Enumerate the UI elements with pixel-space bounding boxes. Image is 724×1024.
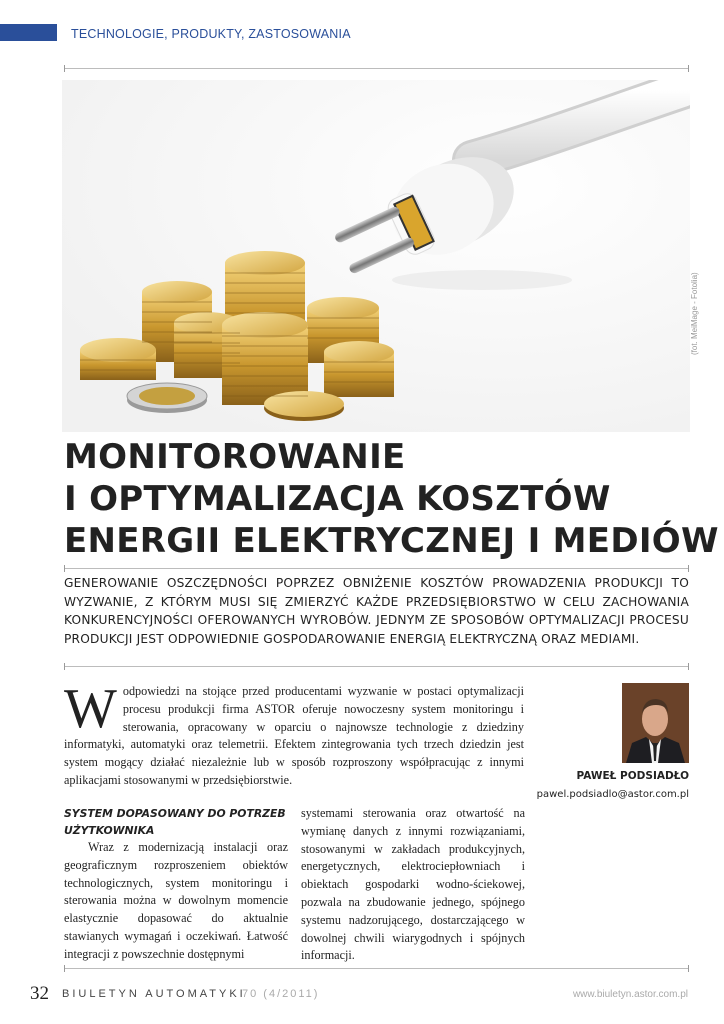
coins-and-plug-illustration (62, 80, 690, 432)
drop-cap: W (64, 678, 117, 740)
article-title (64, 436, 719, 562)
section-label: TECHNOLOGIE, PRODUKTY, ZASTOSOWANIA (71, 27, 351, 41)
author-email[interactable]: pawel.podsiadlo@astor.com.pl (536, 789, 689, 800)
article-lead: GENEROWANIE OSZCZĘDNOŚCI POPRZEZ OBNIŻENIE KOSZTÓW PROWADZENIA PRODUKCJI TO WYZWANIE, Z KTÓRYM MUSI SIĘ ZMIERZYĆ KAŻDE PRZEDSIĘBIORSTWO W CELU ZACHOWANIA KONKURENCYJNOŚCI OFEROWANYCH WYROBÓW. JEDNYM ZE SPOSOBÓW OPTYMALIZACJI PROCESU PRODUKCJI JEST ODPOWIEDNIE GOSPODAROWANIE ENERGIĄ ELEKTRYCZNĄ ORAZ MEDIAMI. (64, 576, 689, 646)
photo-credit: (fot. MeiMage - Fotolia) (690, 272, 699, 355)
author-name: PAWEŁ PODSIADŁO (576, 770, 689, 782)
divider-top (64, 68, 689, 69)
intro-text: odpowiedzi na stojące przed producentami wyzwanie w postaci optymalizacji procesu produkcji firma ASTOR oferuje nowoczesny system monitoringu i sterowania, opracowany w oparciu o najnowsze technologie z dziedziny informatyki, automatyki oraz telemetrii. Efektem zintegrowania tych trzech dziedzin jest system mogący działać niezależnie lub w sposób rozproszony współpracując z innymi aplikacjami stosowanymi w przedsiębiorstwie. (64, 684, 524, 787)
body-paragraph-2: systemami sterowania oraz otwartość na wymianę danych z innymi rozwiązaniami, stosowanymi w zakładach produkcyjnych, energetycznych, elektrociepłowniach i obiektach gospodarki wodno-ściekowej, pozwala na zbudowanie jednego, spójnego systemu nadzorującego, dostarczającego w dowolnej chwili wiarygodnych i spójnych informacji. (301, 806, 525, 963)
body-paragraph-1: Wraz z modernizacją instalacji oraz geograficznym rozproszeniem obiektów technologicznych, system monitoringu i sterowania można w dowolnym momencie elastycznie dopasować do aktualnie stawianych wymagań i oczekiwań. Łatwość integracji z powszechnie dostępnymi (64, 840, 288, 961)
section-subheading: SYSTEM DOPASOWANY DO POTRZEB UŻYTKOWNIKA (64, 807, 286, 837)
title-line-3: ENERGII ELEKTRYCZNEJ I MEDIÓW (64, 521, 719, 561)
title-line-1: MONITOROWANIE (64, 437, 406, 477)
publication-url[interactable]: www.biuletyn.astor.com.pl (572, 989, 688, 1000)
title-line-2: I OPTYMALIZACJA KOSZTÓW (64, 479, 611, 519)
hero-image (62, 80, 690, 432)
divider-footer (64, 968, 689, 969)
author-photo (622, 683, 689, 763)
section-color-bar (0, 24, 57, 41)
divider-title (64, 568, 689, 569)
body-column-1 (64, 805, 288, 964)
page-number: 32 (30, 983, 49, 1004)
publication-name: BIULETYN AUTOMATYKI (62, 988, 246, 1000)
body-column-2 (301, 805, 525, 965)
divider-lead (64, 666, 689, 667)
issue-number: 70 (4/2011) (242, 988, 320, 1000)
intro-paragraph (64, 678, 524, 790)
